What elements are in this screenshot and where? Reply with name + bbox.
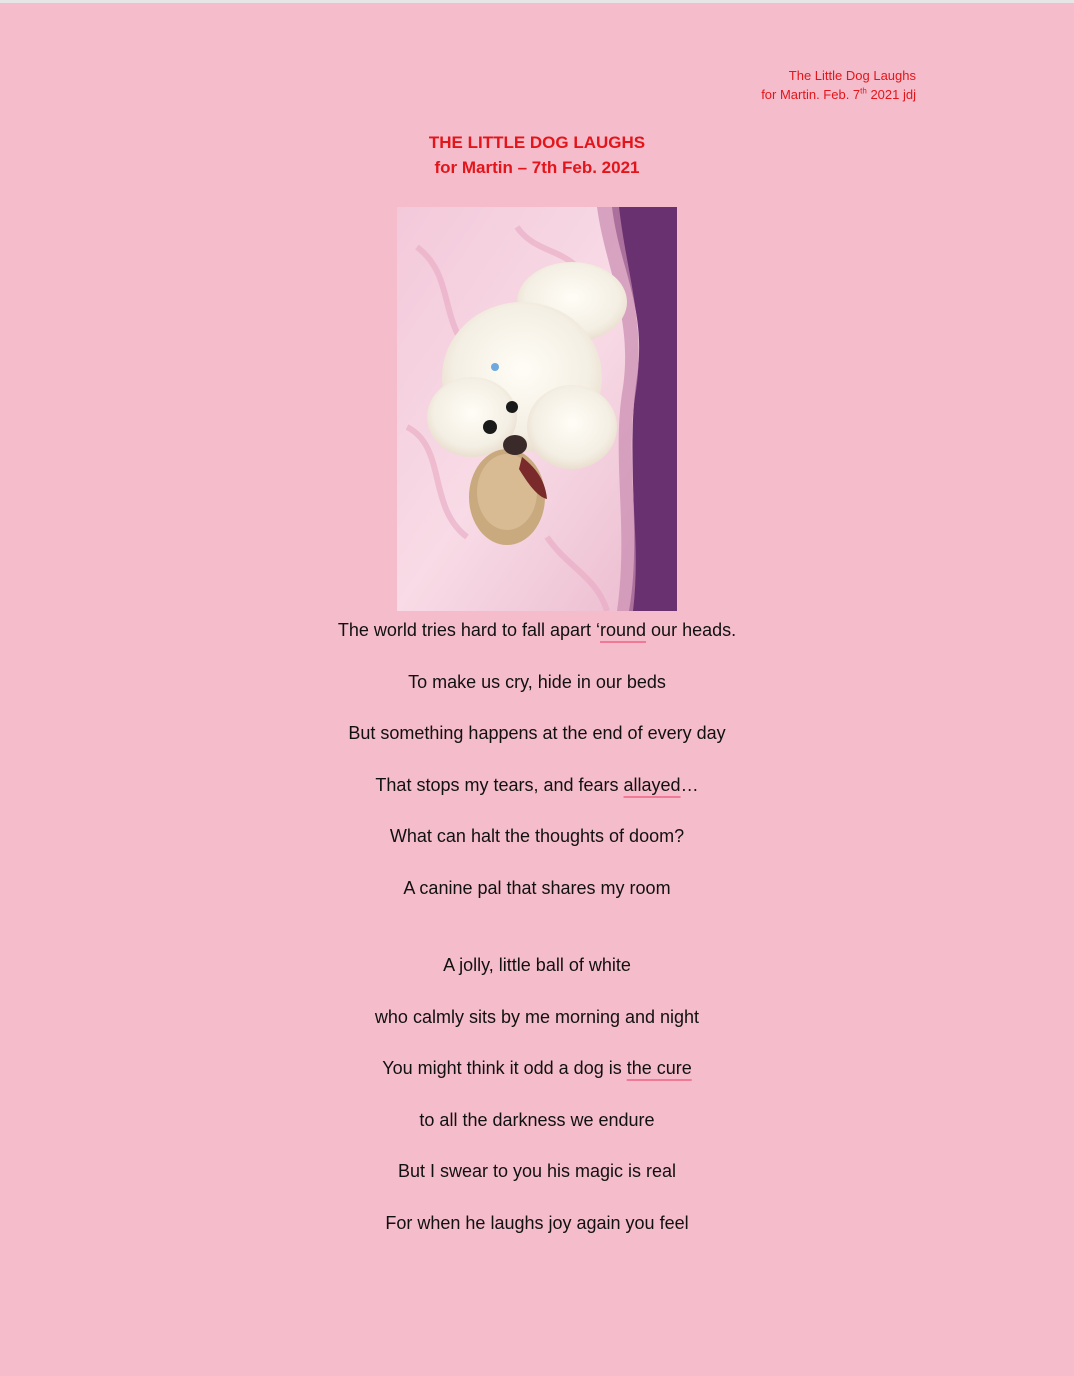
header-note-date-suffix: 2021 jdj [866,87,916,102]
poem-line-1-text-c: our heads. [646,620,737,640]
poem-line-4 [0,773,1074,825]
dog-photo-illustration [397,207,677,611]
poem-line-4-text-a: That stops my tears, and fears [375,774,624,795]
header-note [761,66,916,104]
spellcheck-word-round: round [600,620,647,640]
poem-line-10: to all the darkness we endure [419,1109,655,1130]
spellcheck-word-allayed: allayed [623,774,681,795]
poem-line-5: What can halt the thoughts of doom? [389,826,685,846]
poem-line-3: But something happens at the end of every day [348,723,726,743]
poem-line-1 [0,618,1074,670]
header-note-title: The Little Dog Laughs [788,68,916,83]
poem-line-9-text-a: You might think it odd a dog is [382,1058,627,1078]
grammar-phrase-the-cure: the cure [626,1058,692,1078]
poem-line-7: A jolly, little ball of white [443,955,631,975]
poem-line-1-text-a: The world tries hard to fall apart ‘ [337,620,600,640]
poem-line-6: A canine pal that shares my room [403,877,671,898]
header-note-date-prefix: for Martin. Feb. 7 [761,87,861,102]
poem-line-11: But I swear to you his magic is real [397,1161,677,1181]
stanza-break [0,927,1074,953]
poem-line-12: For when he laughs joy again you feel [385,1212,689,1233]
poem-line-4-ellipsis: … [680,774,699,795]
header-note-ordinal: th [860,86,867,96]
page-top-border [0,0,1074,3]
poem-title [0,130,1074,180]
poem-title-dedication: for Martin – 7th Feb. 2021 [434,158,640,177]
poem-body [0,618,1074,1262]
poem-line-9 [0,1056,1074,1108]
white-dog-photo [397,207,677,611]
poem-title-main: THE LITTLE DOG LAUGHS [428,133,646,152]
poem-line-2: To make us cry, hide in our beds [408,671,666,692]
header-note-dedication [761,85,916,104]
poem-line-8: who calmly sits by me morning and night [374,1006,700,1027]
